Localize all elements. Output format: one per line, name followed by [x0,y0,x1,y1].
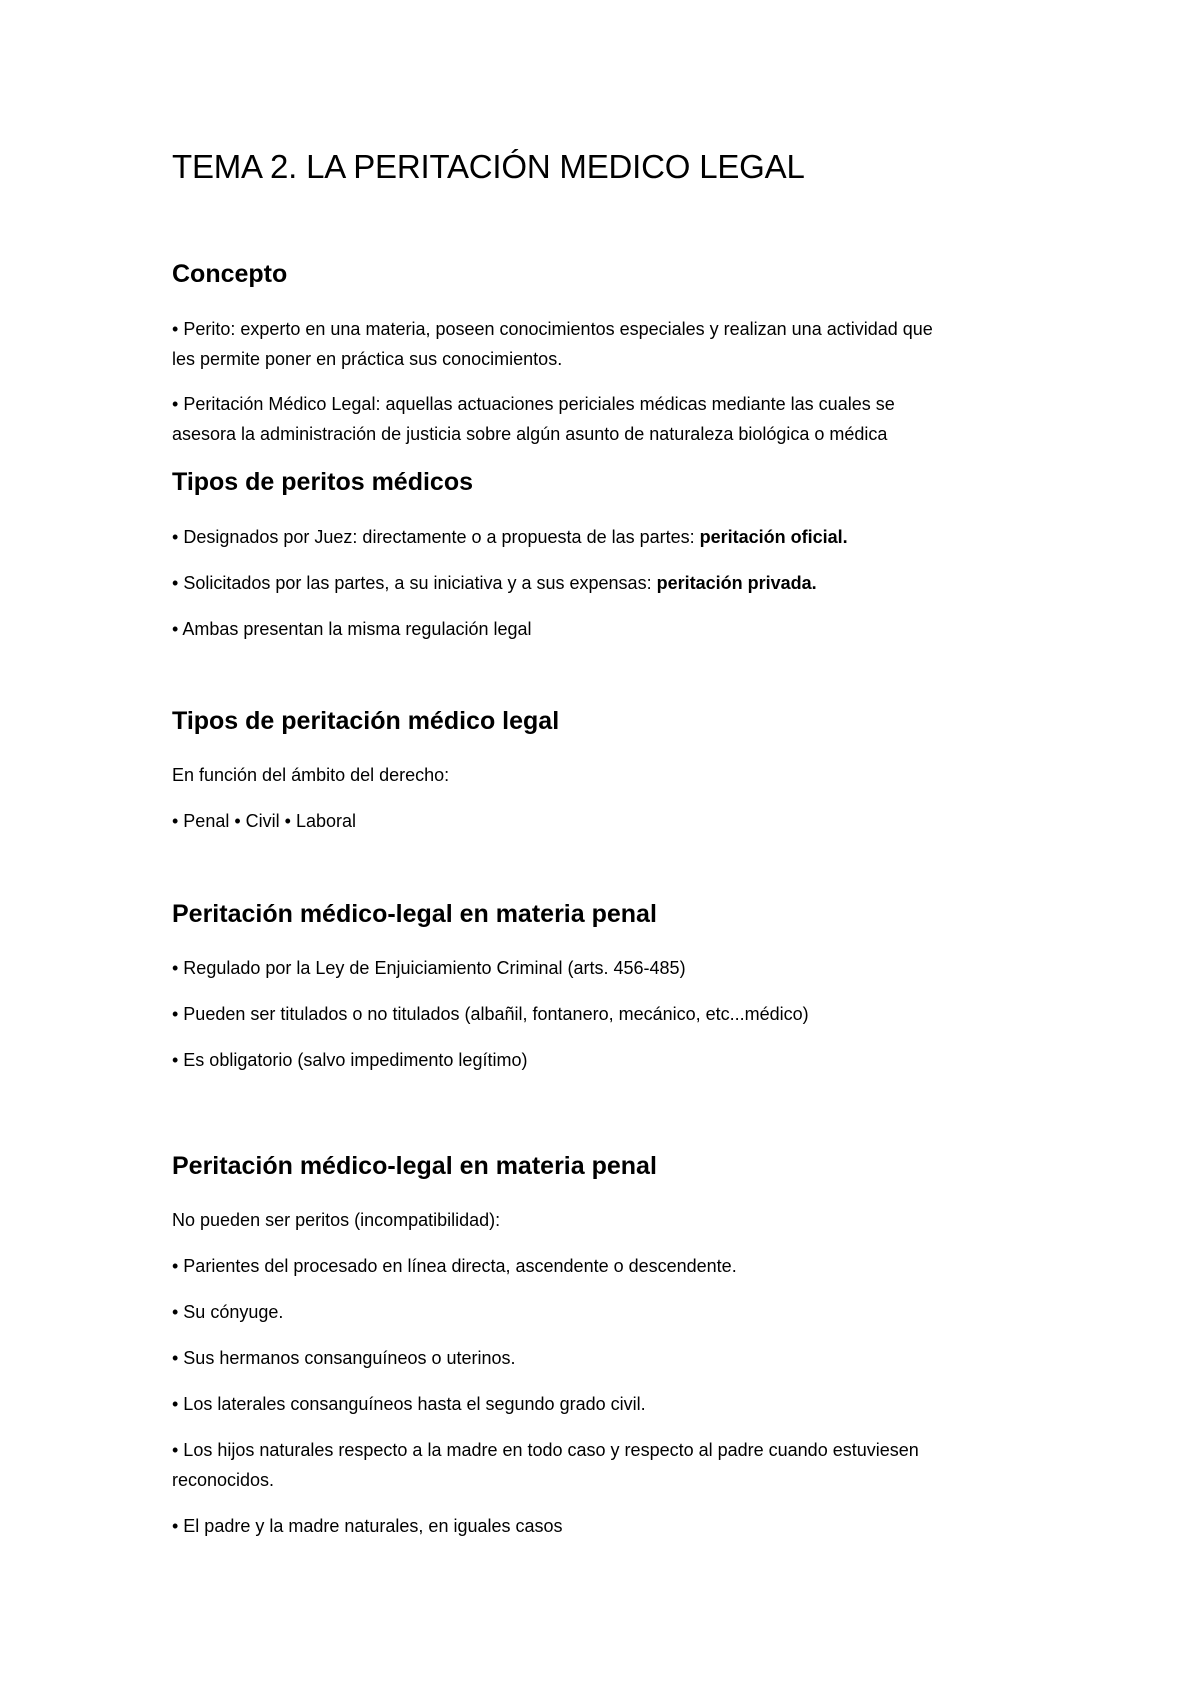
tipos-peritos-item-privada [172,568,1052,598]
bullet: • [172,619,179,639]
tipos-peritos-item-ambas [172,614,1052,644]
section-heading-penal-1: Peritación médico-legal en materia penal [172,900,657,928]
bullet: • [172,527,179,547]
tipos-peritos-item-oficial [172,522,1052,552]
section-heading-tipos-peritacion: Tipos de peritación médico legal [172,707,560,735]
penal2-item-hijos-line1: • Los hijos naturales respecto a la madre en todo caso y respecto al padre cuando estuviesen [172,1440,919,1460]
bullet: • [172,573,179,593]
concepto-item-peritacion-line2: asesora la administración de justicia sobre algún asunto de naturaleza biológica o médica [172,424,888,444]
bullet: • [172,319,179,339]
tipos-peritos-item-privada-bold: peritación privada. [656,573,817,593]
penal2-item-hijos-line2: reconocidos. [172,1470,275,1490]
tipos-peritos-item-oficial-text: Designados por Juez: directamente o a propuesta de las partes: [183,527,700,547]
penal2-intro: No pueden ser peritos (incompatibilidad): [172,1210,501,1230]
tipos-peritos-item-oficial-bold: peritación oficial. [699,527,848,547]
penal1-item-regulado: • Regulado por la Ley de Enjuiciamiento Criminal (arts. 456-485) [172,958,686,978]
tipos-peritacion-items: • Penal • Civil • Laboral [172,811,356,831]
tipos-peritos-item-ambas-text: Ambas presentan la misma regulación legal [182,619,532,639]
concepto-item-perito-line2: les permite poner en práctica sus conocimientos. [172,349,563,369]
tipos-peritacion-intro: En función del ámbito del derecho: [172,765,450,785]
concepto-item-peritacion-line1: Peritación Médico Legal: aquellas actuaciones periciales médicas mediante las cuales se [183,394,895,414]
section-heading-penal-2: Peritación médico-legal en materia penal [172,1152,657,1180]
penal2-item-hermanos: • Sus hermanos consanguíneos o uterinos. [172,1348,516,1368]
concepto-item-perito-line1: Perito: experto en una materia, poseen conocimientos especiales y realizan una actividad que [183,319,933,339]
penal2-item-padre-madre: • El padre y la madre naturales, en iguales casos [172,1516,563,1536]
penal1-item-titulados: • Pueden ser titulados o no titulados (albañil, fontanero, mecánico, etc...médico) [172,1004,809,1024]
page-title: TEMA 2. LA PERITACIÓN MEDICO LEGAL [172,148,805,185]
penal2-item-conyuge: • Su cónyuge. [172,1302,284,1322]
section-heading-concepto: Concepto [172,260,288,288]
penal2-item-parientes: • Parientes del procesado en línea directa, ascendente o descendente. [172,1256,737,1276]
concepto-item-peritacion [172,389,1052,449]
penal2-item-laterales: • Los laterales consanguíneos hasta el segundo grado civil. [172,1394,646,1414]
penal2-item-hijos [172,1435,1052,1495]
tipos-peritos-item-privada-text: Solicitados por las partes, a su iniciativa y a sus expensas: [183,573,657,593]
section-heading-tipos-peritos: Tipos de peritos médicos [172,468,474,496]
bullet: • [172,394,179,414]
penal1-item-obligatorio: • Es obligatorio (salvo impedimento legítimo) [172,1050,528,1070]
concepto-item-perito [172,314,1052,374]
